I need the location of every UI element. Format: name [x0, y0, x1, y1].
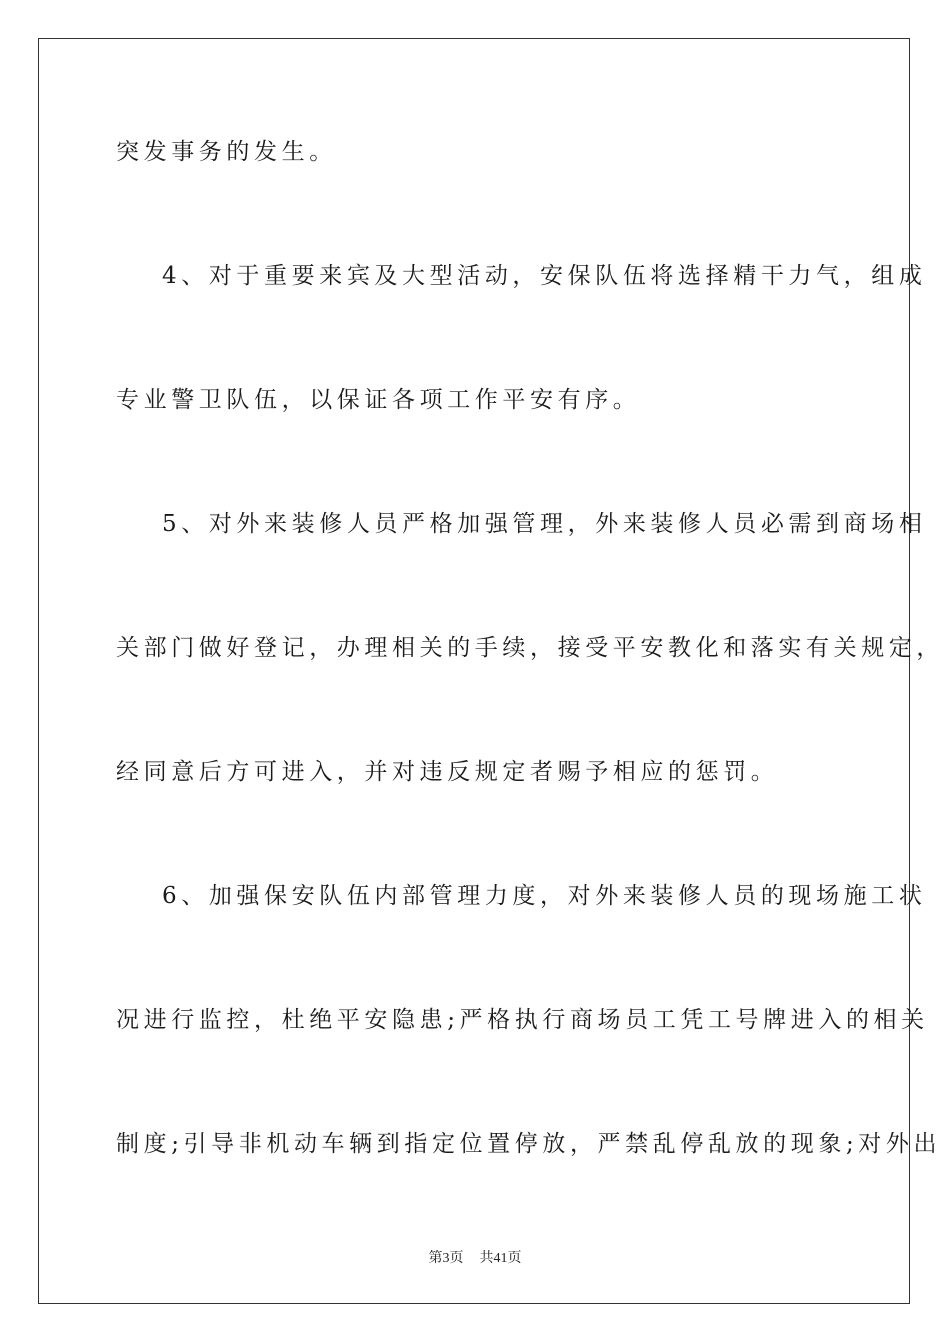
paragraph-6-line-1: 6、加强保安队伍内部管理力度，对外来装修人员的现场施工状 — [162, 883, 927, 909]
paragraph-6-line-3: 制度;引导非机动车辆到指定位置停放，严禁乱停乱放的现象;对外出 — [116, 1131, 942, 1157]
page-border — [38, 38, 944, 1304]
paragraph-5-line-2: 关部门做好登记，办理相关的手续，接受平安教化和落实有关规定， — [116, 635, 944, 661]
paragraph-4-line-2: 专业警卫队伍，以保证各项工作平安有序。 — [116, 387, 641, 413]
paragraph-5-line-1: 5、对外来装修人员严格加强管理，外来装修人员必需到商场相 — [162, 511, 927, 537]
page-number: 第3页 — [428, 1251, 464, 1266]
page-footer — [0, 1247, 950, 1267]
text-line: 突发事务的发生。 — [116, 139, 337, 165]
paragraph-4-line-1: 4、对于重要来宾及大型活动，安保队伍将选择精干力气，组成 — [162, 263, 927, 289]
page-total: 共41页 — [479, 1251, 522, 1266]
paragraph-5-line-3: 经同意后方可进入，并对违反规定者赐予相应的惩罚。 — [116, 759, 779, 785]
paragraph-6-line-2: 况进行监控，杜绝平安隐患;严格执行商场员工凭工号牌进入的相关 — [116, 1007, 929, 1033]
